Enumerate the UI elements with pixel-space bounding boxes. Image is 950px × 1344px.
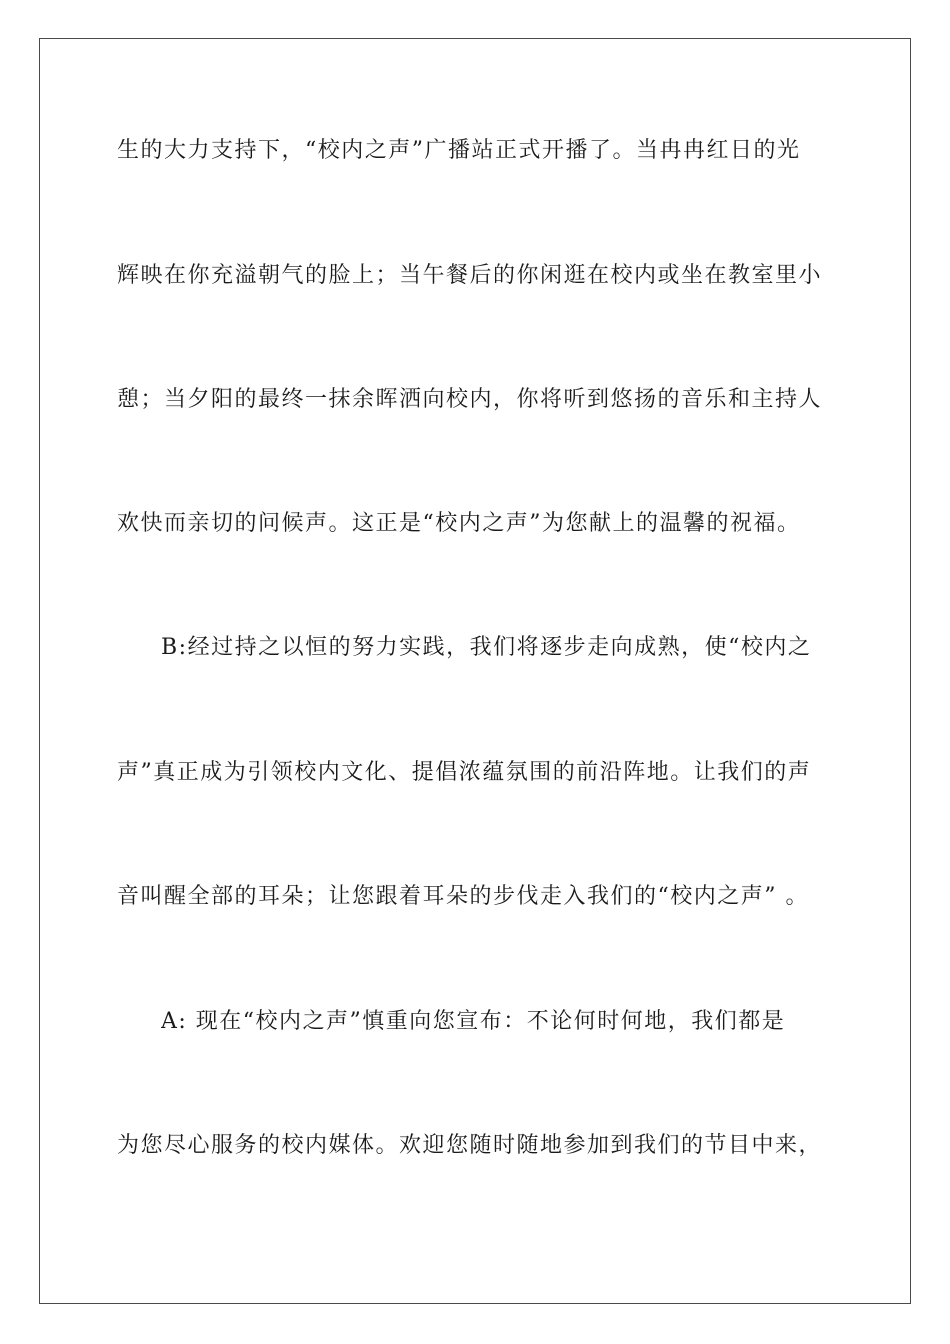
paragraph-line-6: 声”真正成为引领校内文化、提倡浓蕴氛围的前沿阵地。让我们的声 bbox=[117, 760, 812, 785]
paragraph-line-5: B:经过持之以恒的努力实践，我们将逐步走向成熟，使“校内之 bbox=[161, 635, 812, 660]
paragraph-line-9: 为您尽心服务的校内媒体。欢迎您随时随地参加到我们的节目中来， bbox=[117, 1133, 823, 1158]
paragraph-line-4: 欢快而亲切的问候声。这正是“校内之声”为您献上的温馨的祝福。 bbox=[117, 511, 801, 536]
paragraph-line-1: 生的大力支持下，“校内之声”广播站正式开播了。当冉冉红日的光 bbox=[117, 138, 801, 163]
page-border bbox=[39, 38, 911, 1304]
paragraph-line-7: 音叫醒全部的耳朵；让您跟着耳朵的步伐走入我们的“校内之声” 。 bbox=[117, 884, 809, 909]
paragraph-line-8: A: 现在“校内之声”慎重向您宣布：不论何时何地，我们都是 bbox=[161, 1009, 786, 1034]
paragraph-line-3: 憩；当夕阳的最终一抹余晖洒向校内，你将听到悠扬的音乐和主持人 bbox=[117, 387, 823, 412]
paragraph-line-2: 辉映在你充溢朝气的脸上；当午餐后的你闲逛在校内或坐在教室里小 bbox=[117, 263, 823, 288]
